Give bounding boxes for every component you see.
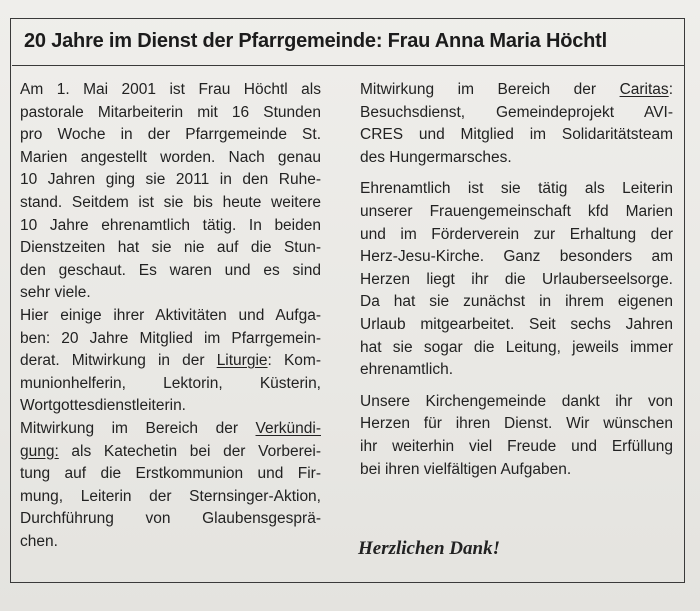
- text-line: ehrenamtlich.: [360, 361, 454, 379]
- text-segment: Mitwirkung im Bereich der: [20, 419, 256, 437]
- text-line: [360, 79, 673, 102]
- text-line: pastorale Mitarbeiterin mit 16 Stunden: [20, 103, 321, 121]
- text-segment: Mitwirkung im Bereich der: [360, 81, 620, 98]
- text-line: ben: 20 Jahre Mitglied im Pfarrgemein-: [20, 329, 321, 347]
- text-line: bei ihren vielfältigen Aufgaben.: [360, 460, 572, 478]
- text-line: tung auf die Erstkommunion und Fir-: [20, 465, 321, 483]
- text-line: Hier einige ihrer Aktivitäten und Aufga-: [20, 306, 321, 324]
- paragraph-thanks: [360, 391, 673, 481]
- text-line: Herz-Jesu-Kirche. Ganz besonders am: [360, 248, 673, 266]
- underlined-term-verkuendigung-cont: gung:: [20, 442, 59, 460]
- text-line: Am 1. Mai 2001 ist Frau Höchtl als: [20, 81, 321, 98]
- text-line: mung, Leiterin der Sternsinger-Aktion,: [20, 487, 321, 505]
- text-line: Da hat sie zunächst in ihrem eigenen: [360, 293, 673, 311]
- text-segment: als Katechetin bei der Vorberei-: [58, 442, 321, 460]
- text-line: munionhelferin, Lektorin, Küsterin,: [20, 374, 321, 392]
- text-line: [20, 418, 321, 441]
- paragraph-verkuendigung: [20, 418, 321, 554]
- closing-signoff: Herzlichen Dank!: [358, 538, 500, 559]
- text-line: 10 Jahre ehrenamtlich tätig. In beiden: [20, 216, 321, 234]
- paragraph-gap: [360, 382, 673, 391]
- article-title: 20 Jahre im Dienst der Pfarrgemeinde: Frau Anna Maria Höchtl: [24, 30, 607, 52]
- right-column: [360, 79, 673, 481]
- text-line: chen.: [20, 532, 58, 550]
- title-divider: [12, 65, 684, 66]
- underlined-term-caritas: Caritas: [619, 81, 669, 98]
- text-line: des Hungermarsches.: [360, 148, 512, 166]
- paragraph-gap: [360, 169, 673, 178]
- text-line: Durchführung von Glaubensgesprä-: [20, 510, 321, 528]
- text-segment: derat. Mitwirkung in der: [20, 352, 217, 370]
- underlined-term-verkuendigung: Verkündi-: [255, 419, 321, 437]
- text-line: [20, 350, 321, 373]
- paragraph-volunteer: [360, 178, 673, 381]
- text-line: hat sie sogar die Leitung, jeweils immer: [360, 338, 673, 356]
- text-segment: :: [668, 81, 673, 98]
- text-line: 10 Jahren ging sie 2011 in den Ruhe-: [20, 171, 321, 189]
- paragraph-activities: [20, 305, 321, 418]
- left-column: [20, 79, 321, 553]
- text-segment: : Kom-: [267, 352, 321, 370]
- text-line: [20, 441, 321, 464]
- text-line: und im Förderverein zur Erhaltung der: [360, 225, 673, 243]
- text-line: ihr weiterhin viel Freude und Erfüllung: [360, 437, 673, 455]
- text-line: stand. Seitdem ist sie bis heute weitere: [20, 193, 321, 211]
- text-line: CRES und Mitglied im Solidaritätsteam: [360, 126, 673, 144]
- text-line: unserer Frauengemeinschaft kfd Marien: [360, 202, 673, 220]
- paragraph-caritas: [360, 79, 673, 169]
- text-line: Marien angestellt worden. Nach genau: [20, 148, 321, 166]
- text-line: Ehrenamtlich ist sie tätig als Leiterin: [360, 180, 673, 198]
- underlined-term-liturgie: Liturgie: [216, 352, 268, 370]
- text-line: den geschaut. Es waren und es sind: [20, 261, 321, 279]
- text-line: sehr viele.: [20, 284, 91, 302]
- text-line: Urlaub mitgearbeitet. Seit sechs Jahren: [360, 315, 673, 333]
- text-line: Herzen für ihren Dienst. Wir wünschen: [360, 415, 673, 433]
- text-line: pro Woche in der Pfarrgemeinde St.: [20, 126, 321, 144]
- text-line: Dienstzeiten hat sie nie auf die Stun-: [20, 239, 321, 257]
- text-line: Unsere Kirchengemeinde dankt ihr von: [360, 392, 673, 410]
- text-line: Wortgottesdienstleiterin.: [20, 397, 186, 415]
- text-line: Herzen liegt ihr die Urlauberseelsorge.: [360, 270, 673, 288]
- text-line: Besuchsdienst, Gemeindeprojekt AVI-: [360, 103, 673, 121]
- paragraph-employment: [20, 79, 321, 305]
